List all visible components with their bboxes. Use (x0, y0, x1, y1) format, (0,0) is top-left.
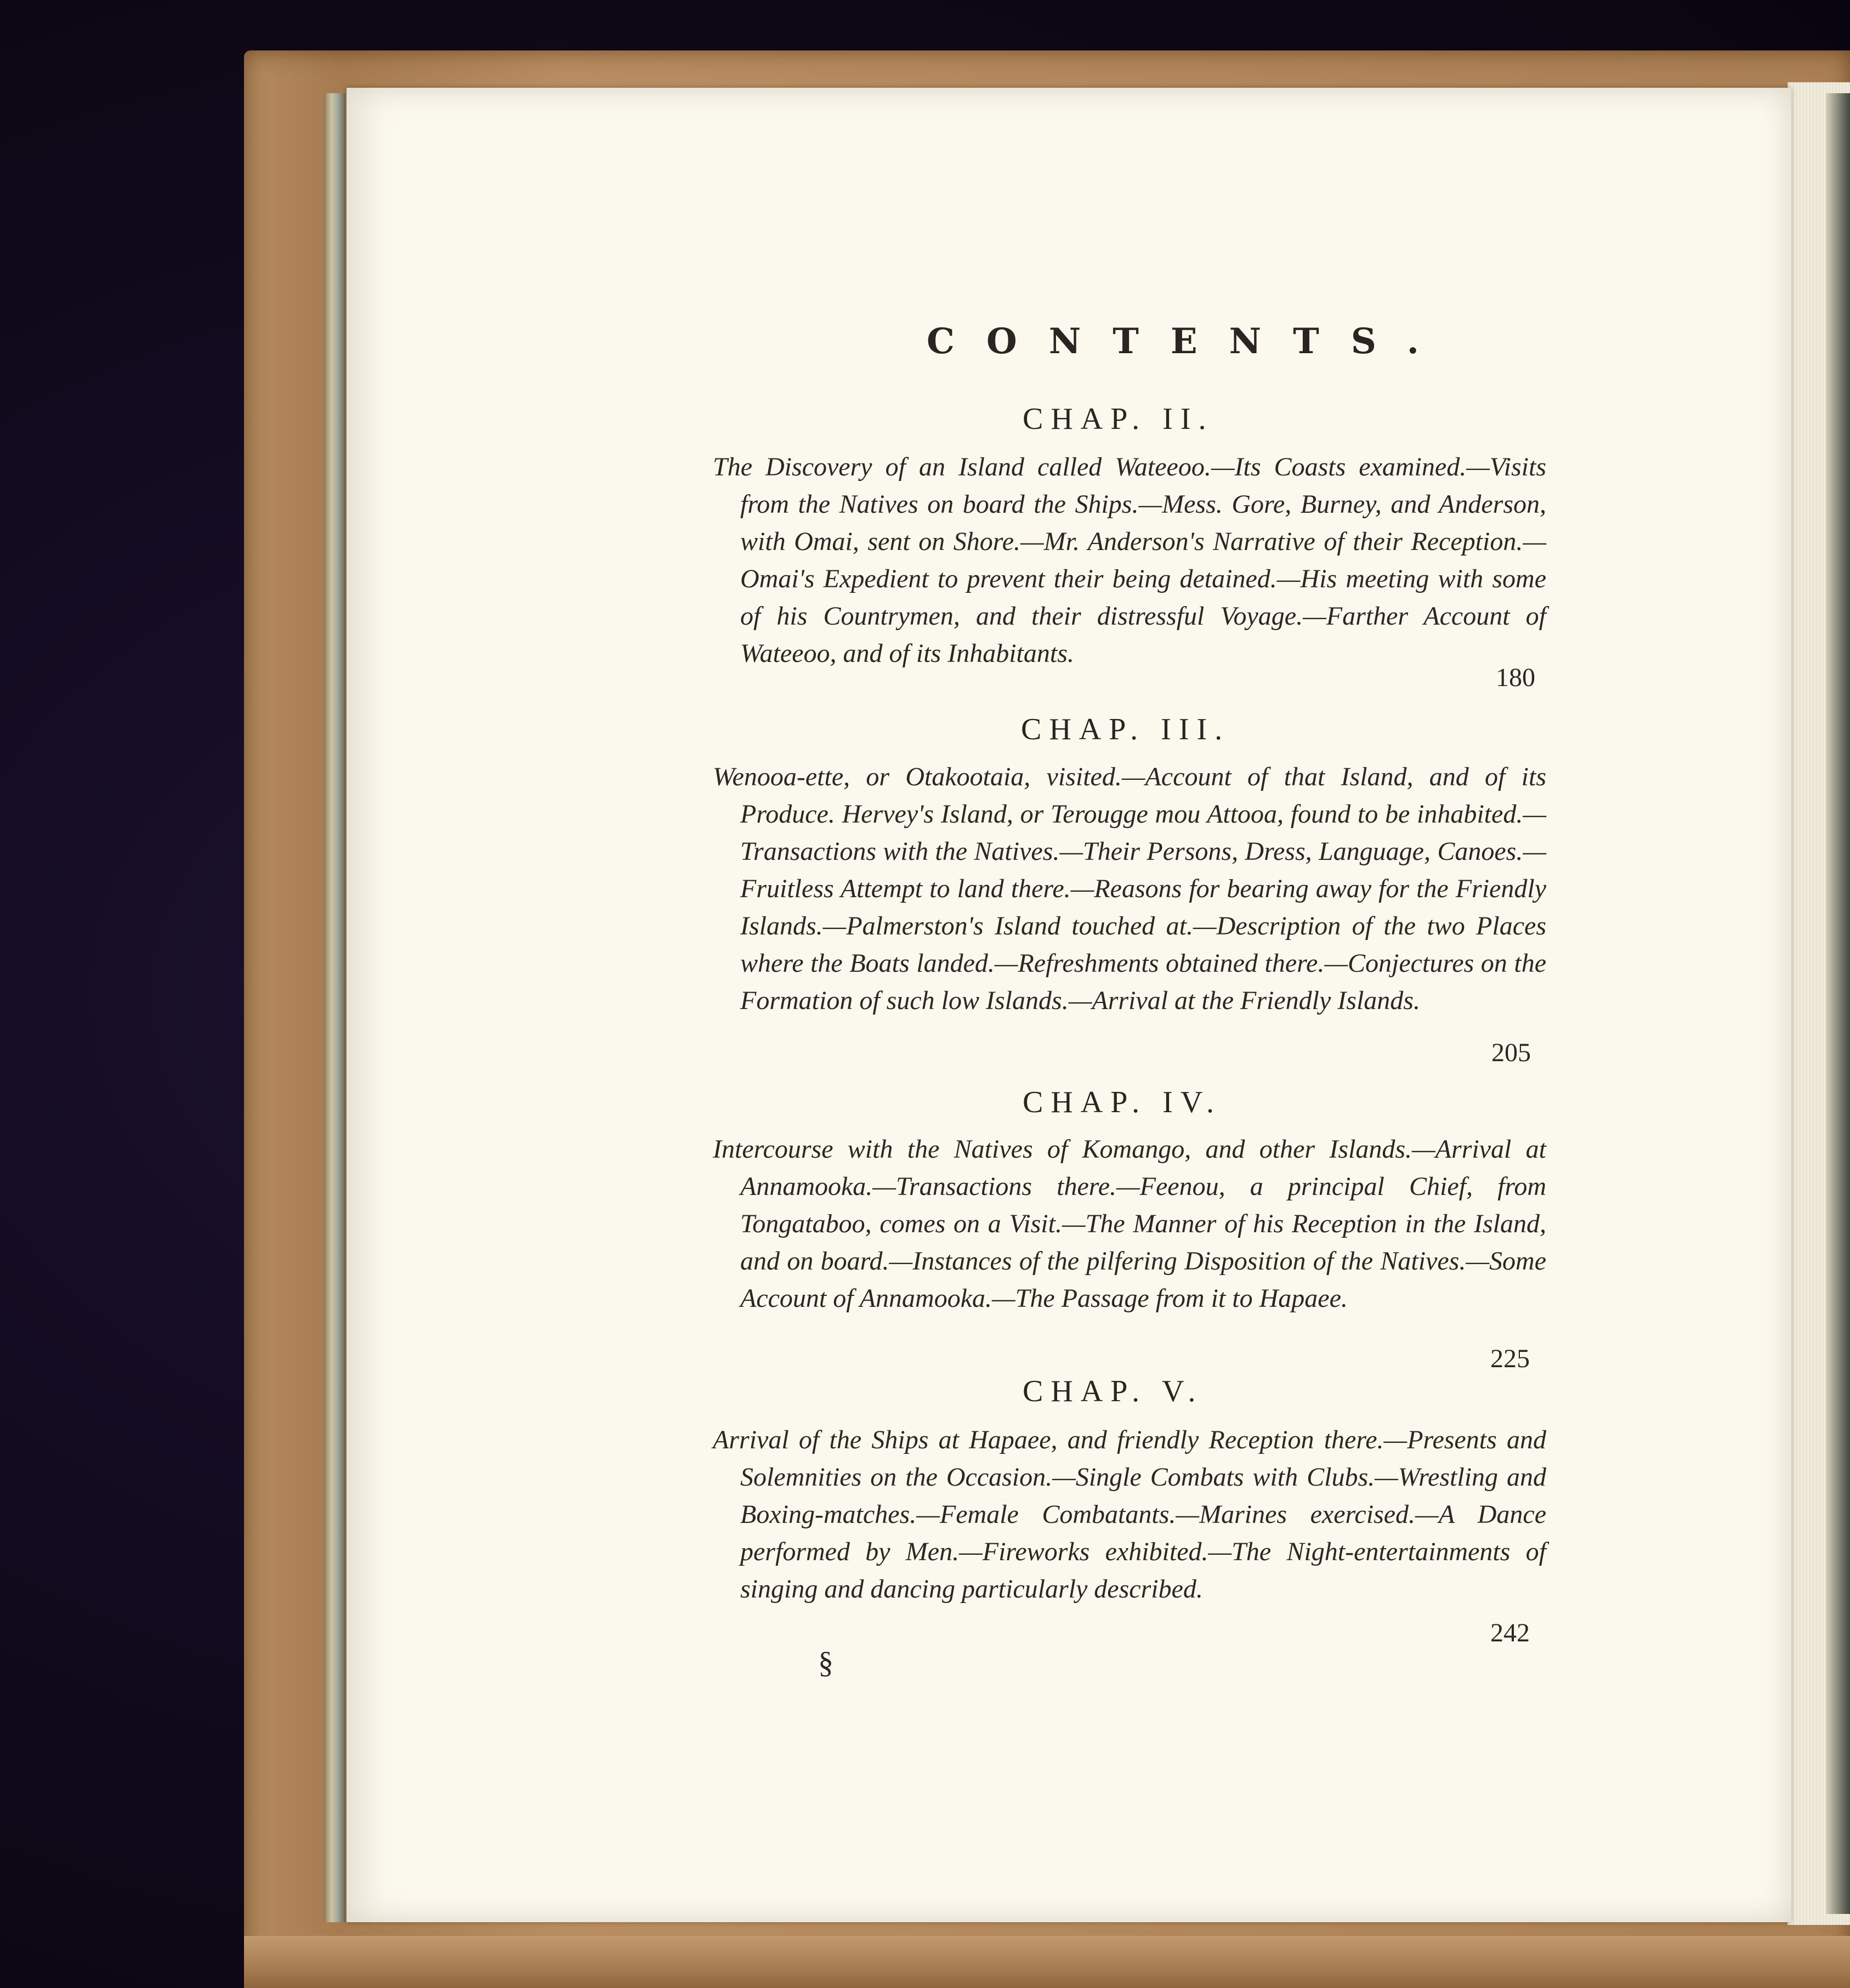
book-cover-bottom-edge (244, 1936, 1850, 1988)
chapter-heading: CHAP. IV. (1023, 1085, 1222, 1119)
chapter-summary: The Discovery of an Island called Wateeoo.—Its Coasts examined.—Visits from the Natives on board the Ships.—Mess. Gore, Burney, and Anderson, with Omai, sent on Shore.—Mr. Anderson's Narrative of their Reception.—Omai's Expedient to prevent their being detained.—His meeting with some of his Countrymen, and their distressful Voyage.—Farther Account of Wateeoo, and of its Inhabitants. (713, 452, 1546, 668)
chapter-heading: CHAP. III. (1021, 712, 1230, 746)
page-number: 225 (1490, 1344, 1530, 1373)
chapter-summary: Intercourse with the Natives of Komango, and other Islands.—Arrival at Annamooka.—Transactions there.—Feenou, a principal Chief, from Tongataboo, comes on a Visit.—The Manner of his Reception in the Island, and on board.—Instances of the pilfering Disposition of the Natives.—Some Account of Annamooka.—The Passage from it to Hapaee. (713, 1135, 1546, 1313)
contents-title: CONTENTS. (927, 321, 1451, 362)
chapter-summary: Arrival of the Ships at Hapaee, and friendly Reception there.—Presents and Solemnities on the Occasion.—Single Combats with Clubs.—Wrestling and Boxing-matches.—Female Combatants.—Marines exercised.—A Dance performed by Men.—Fireworks exhibited.—The Night-entertainments of singing and dancing particularly described. (713, 1425, 1546, 1604)
chapter-summary: Wenooa-ette, or Otakootaia, visited.—Account of that Island, and of its Produce. Hervey's Island, or Terougge mou Attooa, found to be inhabited.—Transactions with the Natives.—Their Persons, Dress, Language, Canoes.—Fruitless Attempt to land there.—Reasons for bearing away for the Friendly Islands.—Palmerston's Island touched at.—Description of the two Places where the Boats landed.—Refreshments obtained there.—Conjectures on the Formation of such low Islands.—Arrival at the Friendly Islands. (713, 762, 1546, 1015)
section-mark: § (818, 1646, 833, 1680)
page-number: 180 (1496, 663, 1535, 692)
page-number: 242 (1490, 1618, 1530, 1647)
page-block-shadow (1826, 93, 1850, 1914)
chapter-heading: CHAP. V. (1023, 1374, 1204, 1408)
book-gutter (324, 93, 345, 1922)
chapter-heading: CHAP. II. (1023, 402, 1214, 436)
page-number: 205 (1491, 1038, 1531, 1067)
